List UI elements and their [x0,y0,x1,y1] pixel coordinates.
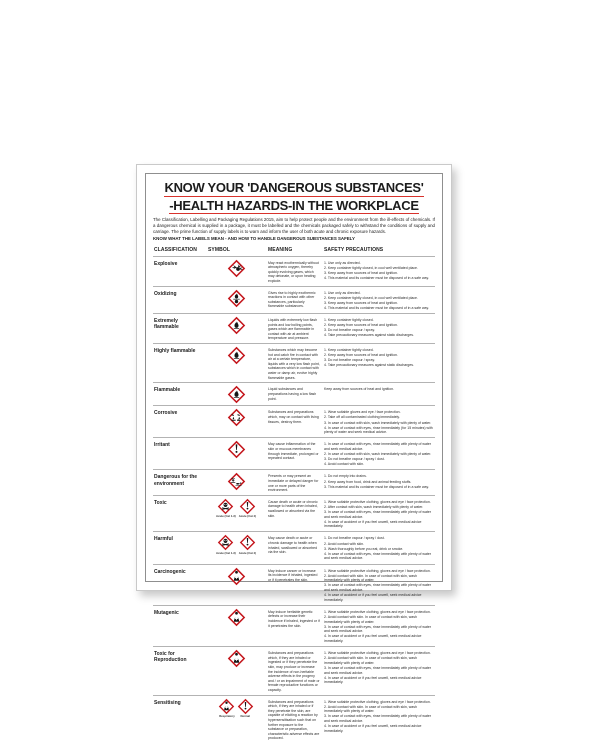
precaution-line: 2. Avoid contact with skin. In case of contact with skin, wash immediately with plenty of water. [324,704,417,714]
precaution-line: 2. Avoid contact with skin. In case of contact with skin, wash immediately with plenty of water. [324,656,417,665]
symbol-sublabel: Dermal [240,714,250,719]
classification-label: Explosive [154,260,178,267]
precaution-line: 2. Keep away from food, drink and animal feeding stuffs. [324,479,412,484]
pictogram-wrap [228,650,245,667]
table-row [153,406,435,438]
flame-over-circle-icon [228,290,245,307]
meaning-text: May cause inflammation of the skin or mucous membranes through immediate, prolonged or repeated contact. [268,442,319,461]
precautions-list [324,567,434,603]
precaution-line: 1. Use only as directed. [324,260,361,265]
symbol-cell [208,608,264,626]
precaution-line: 3. In case of contact with skin, wash immediately with plenty of water. [324,420,432,425]
precaution-line: 1. In case of contact with eyes, rinse immediately with plenty of water and seek medical advice. [324,442,431,451]
flame-icon [228,347,245,364]
pictogram-wrap [219,699,235,719]
classification-label: Highly flammable [154,348,196,355]
symbol-sublabel: Acute (Cat 1-3) [216,550,236,555]
exclamation-mark-icon [240,535,255,550]
precautions-list [324,498,434,530]
exploding-bomb-icon [228,260,245,277]
precautions-list [324,440,434,467]
pictogram-wrap [238,699,253,719]
health-hazard-icon [228,568,245,585]
precaution-line: 2. In case of contact with skin, wash immediately with plenty of water. [324,452,432,457]
symbol-cell [208,346,264,364]
precaution-line: 3. In case of contact with eyes, rinse immediately with plenty of water and seek medical advice. [324,624,431,634]
intro-paragraph: The Classification, Labelling and Packaging Regulations 2015, aim to help protect people and the environment from the ill-effects of chemicals. If a dangerous chemical is supplied in a package, it must be labelled and the chemicals packaged safely to withstand the conditions of supply and carriage. The prime function of supply labels is to warn and inform the user of both acute and chronic exposure hazards. [153,217,435,234]
table-row [153,314,435,344]
table-row [153,257,435,287]
pictogram-wrap [228,317,245,334]
precaution-line: 4. In case of contact with eyes, rinse immediately (for 15 minutes) with plenty of water and seek medical advice. [324,425,433,435]
precautions-list [324,534,434,561]
symbol-cell [208,567,264,585]
pictogram-wrap [228,409,245,426]
table-row [153,438,435,470]
meaning-text: May induce heritable genetic defects or increase their incidence if inhaled, ingested or if it penetrates the skin. [268,609,320,628]
pictogram-wrap [228,347,245,364]
column-header-meaning: MEANING [268,246,293,253]
safety-poster [136,164,452,741]
symbol-sublabel: Acute (Cat 1-3) [216,514,236,519]
pictogram-wrap [228,473,245,490]
precaution-line: 1. Wear suitable gloves and eye / face protection. [324,410,401,415]
precaution-line: 3. Wash thoroughly before you eat, drink or smoke. [324,546,404,551]
symbol-cell [208,440,264,458]
exclamation-mark-icon [240,499,255,514]
precaution-line: 2. Avoid contact with skin. In case of contact with skin, wash immediately with plenty of water. [324,573,417,583]
table-row [153,532,435,564]
health-hazard-icon [228,650,245,667]
precaution-line: 3. Keep away from sources of heat and ignition. [324,300,398,305]
skull-crossbones-icon [218,499,233,514]
flame-icon [228,386,245,403]
environment-icon [228,473,245,490]
precaution-line: 4. In case of accident or if you feel unwell, seek medical advice immediately. [324,724,422,733]
precautions-list [324,289,434,311]
precaution-line: 2. Keep container tightly closed, in cool well ventilated place. [324,295,418,300]
precaution-line: 1. Wear suitable protective clothing, gloves and eye / face protection. [324,651,431,656]
symbol-cell [208,698,264,719]
symbol-cell [208,289,264,307]
classification-label: Irritant [154,442,170,449]
precaution-line: 4. This material and its container must be disposed of in a safe way. [324,305,429,310]
symbol-cell [208,385,264,403]
classification-label: Toxic for Reproduction [154,651,187,664]
symbol-cell [208,534,264,555]
meaning-text: May induce cancer or increase its incidence if inhaled, ingested or if it penetrates the skin. [268,568,318,582]
precaution-line: 2. Keep away from sources of heat and ignition. [324,323,398,328]
meaning-text: Substances and preparations which, may on contact with living tissues, destroy them. [268,410,319,424]
column-header-safety-precautions: SAFETY PRECAUTIONS [324,246,384,253]
precaution-line: 2. Avoid contact with skin. In case of contact with skin, wash immediately with plenty of water. [324,614,417,624]
poster-title [153,179,435,214]
symbol-sublabel: Respiratory [219,714,235,719]
classification-label: Harmful [154,536,173,543]
table-row [153,606,435,647]
table-row [153,696,435,743]
precaution-line: 1. Wear suitable protective clothing, gloves and eye / face protection. [324,568,431,573]
symbol-sublabel: Acute (Cat 4) [238,550,256,555]
meaning-text: Liquid substances and preparations having a low flash point. [268,387,317,401]
precaution-line: 1. Wear suitable protective clothing, gloves and eye / face protection. [324,609,431,614]
precaution-line: 1. Wear suitable protective clothing, gloves and eye / face protection. [324,499,431,504]
symbol-cell [208,408,264,426]
pictogram-wrap [239,499,256,519]
meaning-text: Cause death or acute or chronic damage to health when inhaled, swallowed or absorbed via the skin. [268,499,318,518]
meaning-text: Liquids with extremely low flash points and low boiling points, gases which are flammable in contact with air at ambient temperature and pressure. [268,317,318,341]
pictogram-wrap [216,535,236,555]
precaution-line: 3. This material and its container must be disposed of in a safe way. [324,484,429,489]
pictogram-wrap [228,290,245,307]
table-row [153,383,435,406]
precaution-line: 1. Use only as directed. [324,290,361,295]
precaution-line: 3. Do not breathe vapour / spray. [324,328,375,333]
precaution-line: 2. Avoid contact with skin. [324,541,365,546]
skull-crossbones-icon [218,535,233,550]
precaution-line: 1. Do not breathe vapour / spray / dust. [324,536,385,541]
precaution-line: 4. In case of accident or if you feel unwell, seek medical advice immediately. [324,519,422,529]
precaution-line: 2. Keep container tightly closed, in cool well ventilated place. [324,265,418,270]
precaution-line: 1. Keep container tightly closed. [324,317,374,322]
pictogram-wrap [228,568,245,585]
precautions-list [324,385,434,392]
pictogram-wrap [228,441,245,458]
column-header-classification: CLASSIFICATION [154,246,197,253]
kicker-line: KNOW WHAT THE LABELS MEAN - AND HOW TO HANDLE DANGEROUS SUBSTANCES SAFELY [153,235,355,241]
precaution-line: 1. Keep container tightly closed. [324,348,374,353]
precautions-list [324,698,434,734]
precautions-list [324,608,434,644]
pictogram-wrap [239,535,256,555]
health-hazard-icon [228,609,245,626]
precaution-line: 3. Do not breathe vapour / spray. [324,358,375,363]
precautions-list [324,316,434,338]
exclamation-mark-icon [238,699,253,714]
precaution-line: 3. In case of contact with eyes, rinse immediately with plenty of water and seek medical advice. [324,583,431,592]
precaution-line: 4. In case of accident or if you feel unwell, seek medical advice immediately. [324,634,422,643]
precaution-line: 4. Take precautionary measures against static discharges. [324,363,415,368]
exclamation-mark-icon [228,441,245,458]
meaning-text: May cause death or acute or chronic damage to health when inhaled, swallowed or absorbed via the skin. [268,536,318,555]
precautions-list [324,649,434,685]
meaning-text: May react exothermically without atmospheric oxygen, thereby quickly evolving gases, which may detonate, or upon heating explode. [268,260,319,283]
meaning-text: Substances and preparations which, if they are inhaled or ingested or if they penetrate the skin, may produce or increase the incidence of non-heritable adverse effects in the progeny and / or an impairment of male or female reproductive functions or capacity. [268,651,320,692]
classification-label: Mutagenic [154,609,179,616]
classification-label: Flammable [154,387,181,394]
table-row [153,470,435,495]
hazard-table-body [153,257,435,744]
meaning-text: Gives rise to highly exothermic reactions in contact with other substances, particularly flammable substances. [268,290,316,309]
precaution-line: 1. Do not empty into drains. [324,474,367,479]
precaution-line: 3. In case of contact with eyes, rinse immediately with plenty of water and seek medical advice. [324,714,431,723]
health-hazard-icon [219,699,234,714]
precaution-line: 3. Keep away from sources of heat and ignition. [324,270,398,275]
precaution-line: 1. Wear suitable protective clothing, gloves and eye / face protection. [324,699,431,704]
precautions-list [324,408,434,435]
precaution-line: 3. Do not breathe vapour / spray / dust. [324,457,385,462]
precautions-list [324,346,434,368]
precaution-line: Keep away from sources of heat and ignition. [324,387,395,392]
table-header-row [153,245,435,257]
precaution-line: 2. Keep away from sources of heat and ignition. [324,353,398,358]
symbol-cell [208,649,264,667]
symbol-cell [208,259,264,277]
symbol-cell [208,472,264,490]
pictogram-wrap [228,386,245,403]
precaution-line: 4. In case of contact with eyes, rinse immediately with plenty of water and seek medical advice. [324,551,431,561]
column-header-symbol: SYMBOL [208,246,230,253]
precaution-line: 3. In case of contact with eyes, rinse immediately with plenty of water and seek medical advice. [324,510,431,519]
precaution-line: 2. After contact with skin, wash immediately with plenty of water. [324,504,424,509]
table-row [153,287,435,314]
precaution-line: 4. Take precautionary measures against static discharges. [324,333,415,338]
table-row [153,496,435,533]
poster-title-line1: KNOW YOUR 'DANGEROUS SUBSTANCES' [164,180,424,195]
precaution-line: 4. In case of accident or if you feel unwell, seek medical advice immediately. [324,593,422,602]
table-row [153,565,435,606]
poster-frame [145,173,443,741]
precaution-line: 4. In case of accident or if you feel unwell, seek medical advice immediately. [324,675,422,685]
meaning-text: Substances and preparations which, if they are inhaled or if they penetrate the skin, are capable of eliciting a reaction by hypersensitisation such that on further exposure to the substance or preparation, characteristic adverse effects are produced. [268,699,320,741]
classification-label: Sensitising [154,699,181,706]
flame-icon [228,317,245,334]
pictogram-wrap [228,260,245,277]
meaning-text: Substances which may become hot and catch fire in contact with air at a certain temperature, liquids with a very low flash point, substances which in contact with water or damp air, evolve highly flammable gases. [268,348,320,380]
precautions-list [324,472,434,489]
classification-label: Oxidizing [154,290,177,297]
precaution-line: 4. This material and its container must be disposed of in a safe way. [324,275,429,280]
table-row [153,344,435,383]
classification-label: Dangerous for the environment [154,474,198,487]
classification-label: Toxic [154,499,167,506]
precaution-line: 4. Avoid contact with skin. [324,462,365,467]
pictogram-wrap [228,609,245,626]
corrosion-icon [228,409,245,426]
classification-label: Carcinogenic [154,568,186,575]
precautions-list [324,259,434,281]
precaution-line: 2. Take off all contaminated clothing immediately. [324,415,400,420]
pictogram-wrap [216,499,236,519]
poster-title-line2: -HEALTH HAZARDS-IN THE WORKPLACE [169,197,419,213]
classification-label: Extremely flammable [154,317,179,331]
symbol-cell [208,498,264,519]
precaution-line: 3. In case of contact with eyes, rinse immediately with plenty of water and seek medical advice. [324,665,431,675]
symbol-cell [208,316,264,334]
symbol-sublabel: Acute (Cat 4) [238,514,256,519]
table-row [153,647,435,695]
classification-label: Corrosive [154,410,178,417]
meaning-text: Presents or may present an immediate or delayed danger for one or more parts of the environment. [268,474,319,493]
